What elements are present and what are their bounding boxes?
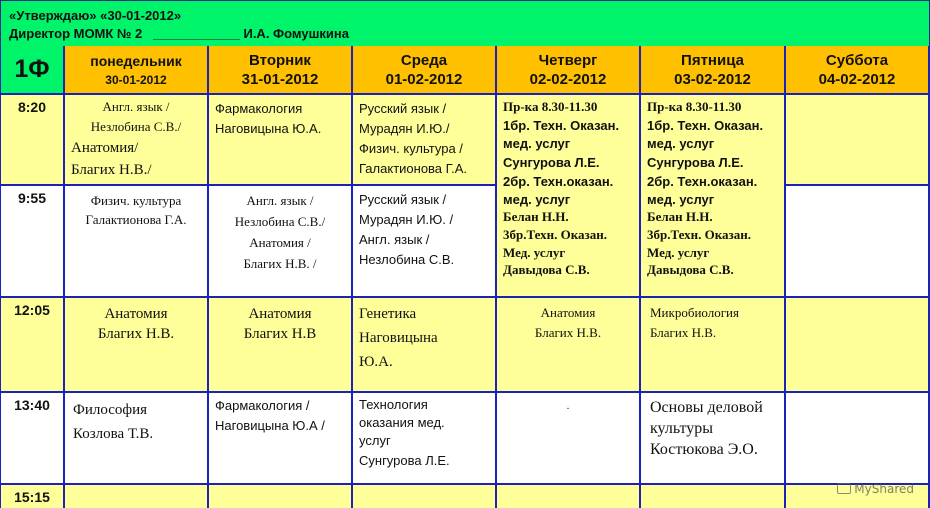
lesson-line: Анатомия / [249,235,311,250]
lesson-line: Ю.А. [359,354,393,370]
day-name: Четверг [538,52,598,69]
practice-cell-thursday [497,95,641,298]
lesson-line: культуры [650,420,714,437]
time-slot: 12:05 [0,298,65,393]
lesson-line: Англ. язык / [359,232,430,247]
lesson-line: . [566,401,570,412]
practice-line: Мед. услуг [647,244,710,260]
lesson-line: услуг [359,433,391,448]
lesson-line: Философия [73,402,148,418]
empty-cell [786,298,930,393]
day-date: 03-02-2012 [674,71,751,88]
day-header-thursday [497,46,641,95]
schedule-table [0,46,930,508]
lesson-line: Галактионова Г.А. [85,212,187,227]
practice-line: Сунгурова Л.Е. [503,155,600,171]
lesson-line: Анатомия [248,306,312,322]
lesson-line: Русский язык / [359,101,447,116]
empty-cell [497,485,641,508]
lesson-line: Благих Н.В. [97,326,175,342]
practice-line: Давыдова С.В. [647,262,734,278]
lesson-line: Наговицына [359,330,438,346]
empty-cell [209,485,353,508]
lesson-cell [209,95,353,186]
lesson-cell [497,393,641,485]
lesson-line: Незлобина С.В. [359,252,455,267]
approval-header [0,0,930,46]
day-date: 01-02-2012 [385,71,463,88]
practice-line: 3бр.Техн. Оказан. [503,226,608,242]
lesson-cell [65,393,209,485]
lesson-line: Наговицына Ю.А. [215,121,322,136]
practice-line: мед. услуг [647,135,715,151]
lesson-line: Костюкова Э.О. [650,441,758,458]
practice-line: Пр-ка 8.30-11.30 [503,99,598,114]
practice-line: Сунгурова Л.Е. [647,155,744,171]
practice-line: Белан Н.Н. [647,209,713,225]
practice-line: Давыдова С.В. [503,262,590,278]
practice-line: 2бр. Техн.оказан. [647,174,758,190]
lesson-line: Благих Н.В./ [71,162,152,178]
lesson-line: Мурадян И.Ю./ [359,121,450,136]
lesson-cell [65,95,209,186]
approval-line-1: «Утверждаю» «30-01-2012» [9,8,182,23]
practice-line: мед. услуг [503,135,571,151]
day-header-wednesday [353,46,497,95]
empty-cell [353,485,497,508]
lesson-line: Фармакология / [215,398,310,413]
lesson-line: оказания мед. [359,415,445,430]
empty-cell [65,485,209,508]
practice-line: Мед. услуг [503,244,566,260]
lesson-cell [353,393,497,485]
lesson-cell [497,298,641,393]
lesson-line: Фармакология [215,101,303,116]
practice-line: 3бр.Техн. Оказан. [647,226,752,242]
day-name: Суббота [825,52,889,69]
lesson-line: Анатомия [104,306,168,322]
group-label: 1Ф [0,46,65,95]
lesson-line: Технология [359,397,428,412]
lesson-cell [641,298,786,393]
lesson-cell [353,298,497,393]
day-header-friday [641,46,786,95]
lesson-line: Мурадян И.Ю. / [359,212,454,227]
lesson-line: Галактионова Г.А. [359,161,467,176]
practice-line: Белан Н.Н. [503,209,569,225]
lesson-cell [209,186,353,298]
empty-cell [641,485,786,508]
empty-cell [786,393,930,485]
lesson-line: Анатомия [540,305,596,320]
lesson-line: Незлобина С.В./ [234,214,326,229]
day-date: 04-02-2012 [818,71,896,88]
practice-line: 1бр. Техн. Оказан. [647,117,764,133]
lesson-line: Незлобина С.В./ [90,119,182,134]
lesson-cell [209,393,353,485]
lesson-cell [65,186,209,298]
lesson-cell [353,95,497,186]
lesson-line: Русский язык / [359,192,447,207]
day-header-monday [65,46,209,95]
lesson-line: Анатомия/ [71,140,139,156]
practice-line: Пр-ка 8.30-11.30 [647,99,742,114]
lesson-line: Англ. язык / [102,99,170,114]
time-slot: 13:40 [0,393,65,485]
day-name: Вторник [249,52,311,69]
day-date: 02-02-2012 [529,71,607,88]
practice-line: 1бр. Техн. Оказан. [503,117,620,133]
lesson-line: Генетика [359,306,417,322]
day-header-saturday [786,46,930,95]
approval-line-2: Директор МОМК № 2 ____________ И.А. Фомушкина [9,26,349,41]
day-date: 31-01-2012 [241,71,319,88]
lesson-line: Сунгурова Л.Е. [359,453,450,468]
watermark-text: MyShared [854,482,914,496]
lesson-line: Наговицына Ю.А / [215,418,325,433]
lesson-line: Физич. культура [90,193,182,208]
day-header-tuesday [209,46,353,95]
lesson-line: Благих Н.В [243,326,317,342]
presentation-icon [837,483,851,494]
lesson-line: Физич. культура / [359,141,463,156]
time-slot: 9:55 [0,186,65,298]
practice-line: мед. услуг [647,191,715,207]
lesson-line: Благих Н.В. [534,325,602,340]
practice-line: мед. услуг [503,191,571,207]
day-name: Пятница [681,52,744,69]
lesson-cell [641,393,786,485]
lesson-line: Благих Н.В. / [243,256,317,271]
practice-line: 2бр. Техн.оказан. [503,174,614,190]
empty-cell [786,95,930,186]
watermark [837,482,914,496]
lesson-line: Основы деловой [650,399,763,416]
lesson-cell [65,298,209,393]
lesson-line: Козлова Т.В. [73,426,154,442]
time-slot: 8:20 [0,95,65,186]
lesson-line: Благих Н.В. [650,325,717,340]
day-name: понедельник [90,53,182,69]
lesson-cell [353,186,497,298]
lesson-line: Англ. язык / [246,193,314,208]
lesson-line: Микробиология [650,305,739,320]
time-slot: 15:15 [0,485,65,508]
lesson-cell [209,298,353,393]
day-name: Среда [400,52,448,69]
day-date: 30-01-2012 [105,73,167,87]
practice-cell-friday [641,95,786,298]
empty-cell [786,186,930,298]
